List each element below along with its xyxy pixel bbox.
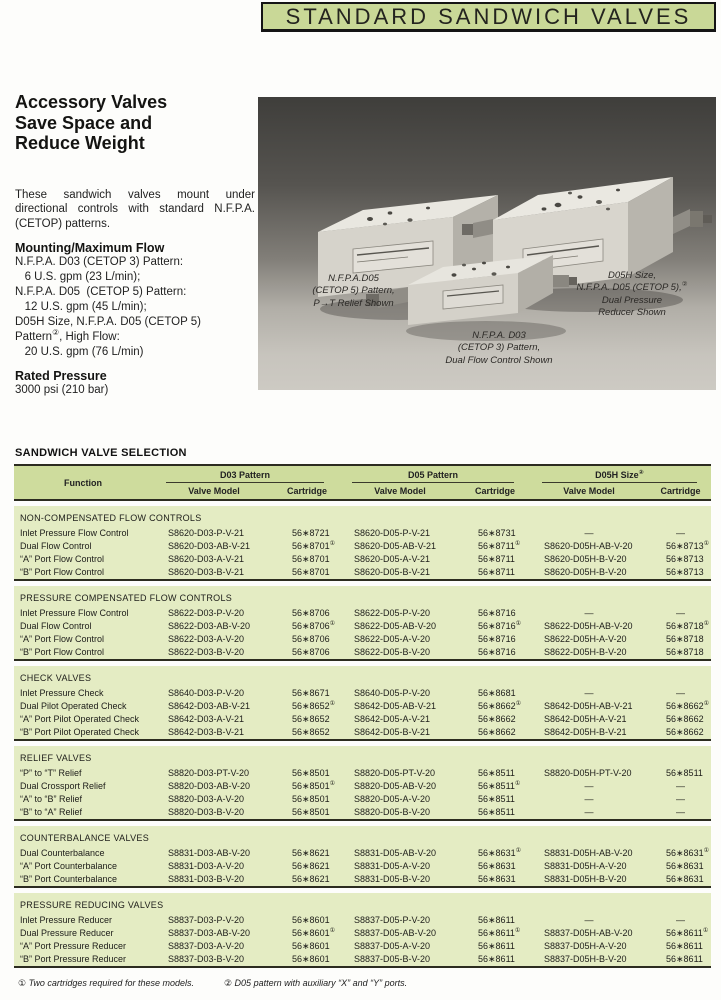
cartridge-cell: 56∗8631 xyxy=(650,860,711,873)
valve-model-cell: S8622-D05H-A-V-20 xyxy=(528,633,650,646)
valve-model-cell: — xyxy=(528,607,650,620)
valve-model-cell: — xyxy=(528,914,650,927)
cartridge-cell: 56∗8731 xyxy=(462,527,528,540)
table-row xyxy=(14,793,711,806)
table-row xyxy=(14,607,711,620)
caption-d05-relief xyxy=(276,273,431,310)
function-cell: Inlet Pressure Reducer xyxy=(14,914,152,927)
cartridge-cell: 56∗8611 xyxy=(462,940,528,953)
column-header-valve-model: Valve Model xyxy=(528,485,650,500)
table-row xyxy=(14,914,711,927)
table-row xyxy=(14,540,711,553)
section-header-row xyxy=(14,893,711,914)
cartridge-cell: 56∗8631 xyxy=(650,873,711,887)
function-cell: Dual Counterbalance xyxy=(14,847,152,860)
rated-pressure-heading: Rated Pressure xyxy=(15,369,107,384)
caption-line: (CETOP 3) Pattern, xyxy=(457,342,541,354)
cartridge-cell: 56∗8511 xyxy=(462,767,528,780)
cartridge-cell: 56∗8662 xyxy=(462,713,528,726)
cartridge-cell: 56∗8621 xyxy=(276,847,338,860)
page-title: STANDARD SANDWICH VALVES xyxy=(285,3,692,29)
cartridge-cell: 56∗8501① xyxy=(276,780,338,793)
cartridge-cell: 56∗8713 xyxy=(650,566,711,580)
valve-model-cell: S8642-D05-B-V-21 xyxy=(338,726,462,740)
valve-model-cell: — xyxy=(528,780,650,793)
valve-model-cell: S8831-D05H-AB-V-20 xyxy=(528,847,650,860)
valve-model-cell: S8642-D05-A-V-21 xyxy=(338,713,462,726)
valve-model-cell: S8831-D03-A-V-20 xyxy=(152,860,276,873)
cartridge-cell: 56∗8501 xyxy=(276,806,338,820)
cartridge-cell: 56∗8701 xyxy=(276,566,338,580)
valve-model-cell: S8622-D05-AB-V-20 xyxy=(338,620,462,633)
caption-line: Dual Pressure xyxy=(601,294,663,306)
cartridge-cell: 56∗8601 xyxy=(276,940,338,953)
section-header-row xyxy=(14,666,711,687)
column-group-d03 xyxy=(152,465,338,485)
footnote-2: ② D05 pattern with auxiliary “X” and “Y” ports. xyxy=(223,978,408,988)
cartridge-cell: 56∗8611① xyxy=(650,927,711,940)
mounting-spec-line: 12 U.S. gpm (45 L/min); xyxy=(15,300,147,313)
intro-heading xyxy=(15,92,255,154)
cartridge-cell: 56∗8631① xyxy=(650,847,711,860)
valve-model-cell: — xyxy=(528,793,650,806)
section-title: RELIEF VALVES xyxy=(14,746,711,767)
group-label-d03: D03 Pattern xyxy=(166,468,324,483)
valve-model-cell: S8622-D05-B-V-20 xyxy=(338,646,462,660)
caption-line: Dual Flow Control Shown xyxy=(445,354,553,366)
cartridge-cell: 56∗8511 xyxy=(462,806,528,820)
valve-model-cell: S8820-D03-A-V-20 xyxy=(152,793,276,806)
column-header-valve-model: Valve Model xyxy=(152,485,276,500)
cartridge-cell: 56∗8511① xyxy=(462,780,528,793)
valve-model-cell: S8831-D05-A-V-20 xyxy=(338,860,462,873)
cartridge-cell: 56∗8611 xyxy=(650,953,711,967)
table-row xyxy=(14,780,711,793)
cartridge-cell: 56∗8662 xyxy=(462,726,528,740)
valve-model-cell: S8837-D03-A-V-20 xyxy=(152,940,276,953)
function-cell: “B” Port Pilot Operated Check xyxy=(14,726,152,740)
cartridge-cell: 56∗8713 xyxy=(650,553,711,566)
group-label-d05: D05 Pattern xyxy=(352,468,514,483)
function-cell: Inlet Pressure Flow Control xyxy=(14,527,152,540)
function-cell: “A” to “B” Relief xyxy=(14,793,152,806)
function-cell: Dual Pressure Reducer xyxy=(14,927,152,940)
valve-model-cell: S8640-D03-P-V-20 xyxy=(152,687,276,700)
cartridge-cell: 56∗8662 xyxy=(650,713,711,726)
selection-table-block xyxy=(14,447,711,989)
caption-line: P→T Relief Shown xyxy=(313,297,394,309)
valve-model-cell: S8831-D05-AB-V-20 xyxy=(338,847,462,860)
intro-heading-line: Accessory Valves xyxy=(15,92,168,112)
cartridge-cell: 56∗8652 xyxy=(276,726,338,740)
valve-model-cell: S8642-D03-A-V-21 xyxy=(152,713,276,726)
cartridge-cell: — xyxy=(650,780,711,793)
cartridge-cell: 56∗8718 xyxy=(650,633,711,646)
table-row xyxy=(14,726,711,740)
cartridge-cell: 56∗8701 xyxy=(276,553,338,566)
table-title: SANDWICH VALVE SELECTION xyxy=(15,447,187,459)
table-row xyxy=(14,700,711,713)
function-cell: “P” to “T” Relief xyxy=(14,767,152,780)
valve-model-cell: S8820-D05-B-V-20 xyxy=(338,806,462,820)
cartridge-cell: 56∗8511 xyxy=(650,767,711,780)
section-header-row xyxy=(14,746,711,767)
valve-model-cell: S8820-D05-PT-V-20 xyxy=(338,767,462,780)
valve-model-cell: S8831-D05H-A-V-20 xyxy=(528,860,650,873)
column-header-function: Function xyxy=(14,465,152,500)
valve-model-cell: S8642-D05H-A-V-21 xyxy=(528,713,650,726)
valve-model-cell: S8622-D03-A-V-20 xyxy=(152,633,276,646)
valve-model-cell: S8622-D03-B-V-20 xyxy=(152,646,276,660)
section-title: COUNTERBALANCE VALVES xyxy=(14,826,711,847)
function-cell: Inlet Pressure Flow Control xyxy=(14,607,152,620)
cartridge-cell: 56∗8601 xyxy=(276,953,338,967)
valve-model-cell: S8642-D05H-AB-V-21 xyxy=(528,700,650,713)
cartridge-cell: 56∗8611 xyxy=(650,940,711,953)
cartridge-cell: 56∗8716① xyxy=(462,620,528,633)
valve-model-cell: S8831-D03-AB-V-20 xyxy=(152,847,276,860)
valve-model-cell: S8820-D03-B-V-20 xyxy=(152,806,276,820)
valve-model-cell: S8820-D05H-PT-V-20 xyxy=(528,767,650,780)
column-header-cartridge: Cartridge xyxy=(276,485,338,500)
cartridge-cell: 56∗8721 xyxy=(276,527,338,540)
valve-model-cell: S8831-D03-B-V-20 xyxy=(152,873,276,887)
function-cell: “A” Port Flow Control xyxy=(14,553,152,566)
table-row xyxy=(14,633,711,646)
valve-model-cell: S8837-D03-AB-V-20 xyxy=(152,927,276,940)
table-row xyxy=(14,553,711,566)
function-cell: Dual Flow Control xyxy=(14,620,152,633)
column-group-d05h xyxy=(528,465,711,485)
caption-line: Reducer Shown xyxy=(598,307,666,319)
cartridge-cell: 56∗8711 xyxy=(462,553,528,566)
cartridge-cell: 56∗8631 xyxy=(462,860,528,873)
valve-model-cell: S8622-D05H-B-V-20 xyxy=(528,646,650,660)
valve-table-body xyxy=(14,500,711,973)
valve-model-cell: S8622-D05H-AB-V-20 xyxy=(528,620,650,633)
valve-model-cell: S8622-D03-P-V-20 xyxy=(152,607,276,620)
cartridge-cell: 56∗8501 xyxy=(276,793,338,806)
cartridge-cell: 56∗8716 xyxy=(462,633,528,646)
intro-paragraph: These sandwich valves mount under directional controls with standard N.F.P.A. (CETOP) patterns. xyxy=(15,188,255,230)
caption-d03-flow-control xyxy=(394,330,604,367)
function-cell: Dual Pilot Operated Check xyxy=(14,700,152,713)
group-label-d05h: D05H Size② xyxy=(542,468,697,483)
valve-model-cell: S8820-D05-A-V-20 xyxy=(338,793,462,806)
valve-model-cell: S8837-D05H-A-V-20 xyxy=(528,940,650,953)
cartridge-cell: 56∗8662 xyxy=(650,726,711,740)
cartridge-cell: 56∗8662① xyxy=(650,700,711,713)
cartridge-cell: 56∗8621 xyxy=(276,873,338,887)
cartridge-cell: 56∗8601 xyxy=(276,914,338,927)
table-row xyxy=(14,806,711,820)
function-cell: Dual Flow Control xyxy=(14,540,152,553)
function-cell: “A” Port Counterbalance xyxy=(14,860,152,873)
function-cell: Dual Crossport Relief xyxy=(14,780,152,793)
valve-model-cell: S8620-D05H-B-V-20 xyxy=(528,553,650,566)
valve-model-cell: S8620-D05-P-V-21 xyxy=(338,527,462,540)
section-title: NON-COMPENSATED FLOW CONTROLS xyxy=(14,506,711,527)
cartridge-cell: 56∗8652① xyxy=(276,700,338,713)
table-row xyxy=(14,527,711,540)
table-row xyxy=(14,860,711,873)
cartridge-cell: 56∗8611① xyxy=(462,927,528,940)
mounting-spec-line: Pattern②, High Flow: xyxy=(15,328,120,344)
function-cell: “B” Port Flow Control xyxy=(14,566,152,580)
mounting-spec-line: 20 U.S. gpm (76 L/min) xyxy=(15,346,144,359)
cartridge-cell: 56∗8713① xyxy=(650,540,711,553)
valve-model-cell: S8837-D05-AB-V-20 xyxy=(338,927,462,940)
intro-heading-line: Reduce Weight xyxy=(15,133,145,154)
function-cell: “B” Port Flow Control xyxy=(14,646,152,660)
function-cell: “B” Port Counterbalance xyxy=(14,873,152,887)
cartridge-cell: — xyxy=(650,806,711,820)
valve-model-cell: S8622-D05-P-V-20 xyxy=(338,607,462,620)
valve-model-cell: S8620-D03-AB-V-21 xyxy=(152,540,276,553)
function-cell: Inlet Pressure Check xyxy=(14,687,152,700)
cartridge-cell: 56∗8711① xyxy=(462,540,528,553)
caption-d05h-reducer xyxy=(548,270,716,319)
valve-model-cell: S8620-D03-B-V-21 xyxy=(152,566,276,580)
product-photo xyxy=(258,97,716,390)
valve-model-cell: S8620-D05-A-V-21 xyxy=(338,553,462,566)
valve-model-cell: S8820-D03-PT-V-20 xyxy=(152,767,276,780)
footnotes xyxy=(14,978,711,989)
intro-heading-line: Save Space and xyxy=(15,112,153,133)
table-row xyxy=(14,873,711,887)
cartridge-cell: — xyxy=(650,793,711,806)
cartridge-cell: 56∗8621 xyxy=(276,860,338,873)
footnote-1: ① Two cartridges required for these models. xyxy=(18,978,194,988)
intro-column xyxy=(15,92,255,399)
cartridge-cell: 56∗8718① xyxy=(650,620,711,633)
cartridge-cell: 56∗8662① xyxy=(462,700,528,713)
function-cell: “B” to “A” Relief xyxy=(14,806,152,820)
mounting-spec-line: N.F.P.A. D05 (CETOP 5) Pattern: xyxy=(15,285,187,298)
cartridge-cell: 56∗8652 xyxy=(276,713,338,726)
valve-model-cell: S8642-D05-AB-V-21 xyxy=(338,700,462,713)
cartridge-cell: 56∗8511 xyxy=(462,793,528,806)
column-header-cartridge: Cartridge xyxy=(462,485,528,500)
valve-model-cell: S8620-D05H-B-V-20 xyxy=(528,566,650,580)
valve-model-cell: S8837-D05-A-V-20 xyxy=(338,940,462,953)
section-header-row xyxy=(14,586,711,607)
valve-model-cell: S8620-D05-AB-V-21 xyxy=(338,540,462,553)
cartridge-cell: 56∗8611 xyxy=(462,953,528,967)
column-group-d05 xyxy=(338,465,528,485)
valve-model-cell: S8831-D05H-B-V-20 xyxy=(528,873,650,887)
function-cell: “A” Port Pressure Reducer xyxy=(14,940,152,953)
caption-line: D05H Size, xyxy=(607,270,657,281)
valve-model-cell: S8837-D03-B-V-20 xyxy=(152,953,276,967)
cartridge-cell: 56∗8716 xyxy=(462,646,528,660)
cartridge-cell: 56∗8611 xyxy=(462,914,528,927)
valve-model-cell: — xyxy=(528,687,650,700)
caption-line: N.F.P.A. D03 xyxy=(472,330,526,341)
valve-model-cell: S8642-D03-B-V-21 xyxy=(152,726,276,740)
valve-model-cell: S8622-D03-AB-V-20 xyxy=(152,620,276,633)
table-row xyxy=(14,927,711,940)
cartridge-cell: — xyxy=(650,527,711,540)
section-title: PRESSURE COMPENSATED FLOW CONTROLS xyxy=(14,586,711,607)
valve-model-cell: S8620-D05H-AB-V-20 xyxy=(528,540,650,553)
cartridge-cell: 56∗8706 xyxy=(276,646,338,660)
cartridge-cell: 56∗8631 xyxy=(462,873,528,887)
mounting-spec-line: 6 U.S. gpm (23 L/min); xyxy=(15,270,141,283)
valve-model-cell: — xyxy=(528,527,650,540)
table-row xyxy=(14,713,711,726)
valve-model-cell: S8837-D05H-B-V-20 xyxy=(528,953,650,967)
valve-model-cell: S8837-D03-P-V-20 xyxy=(152,914,276,927)
section-divider xyxy=(14,967,711,973)
valve-model-cell: S8820-D05-AB-V-20 xyxy=(338,780,462,793)
section-title: CHECK VALVES xyxy=(14,666,711,687)
column-header-valve-model: Valve Model xyxy=(338,485,462,500)
cartridge-cell: 56∗8631① xyxy=(462,847,528,860)
valve-model-cell: S8837-D05-P-V-20 xyxy=(338,914,462,927)
table-row xyxy=(14,940,711,953)
cartridge-cell: — xyxy=(650,607,711,620)
valve-model-cell: S8642-D05H-B-V-21 xyxy=(528,726,650,740)
function-cell: “A” Port Flow Control xyxy=(14,633,152,646)
cartridge-cell: 56∗8601① xyxy=(276,927,338,940)
column-header-cartridge: Cartridge xyxy=(650,485,711,500)
valve-model-cell: S8642-D03-AB-V-21 xyxy=(152,700,276,713)
valve-model-cell: S8620-D05-B-V-21 xyxy=(338,566,462,580)
sandwich-valve-table xyxy=(14,464,711,973)
mounting-spec-line: D05H Size, N.F.P.A. D05 (CETOP 5) xyxy=(15,315,201,328)
cartridge-cell: — xyxy=(650,914,711,927)
mounting-spec-line: N.F.P.A. D03 (CETOP 3) Pattern: xyxy=(15,255,184,268)
caption-line: (CETOP 5) Pattern, xyxy=(312,285,395,297)
cartridge-cell: 56∗8501 xyxy=(276,767,338,780)
function-cell: “B” Port Pressure Reducer xyxy=(14,953,152,967)
table-row xyxy=(14,646,711,660)
valve-model-cell: S8620-D03-A-V-21 xyxy=(152,553,276,566)
valve-model-cell: S8837-D05-B-V-20 xyxy=(338,953,462,967)
cartridge-cell: 56∗8671 xyxy=(276,687,338,700)
valve-model-cell: S8837-D05H-AB-V-20 xyxy=(528,927,650,940)
table-row xyxy=(14,767,711,780)
valve-model-cell: S8831-D05-B-V-20 xyxy=(338,873,462,887)
page-banner xyxy=(261,2,716,32)
caption-line: N.F.P.A. D05 (CETOP 5),② xyxy=(576,281,688,294)
section-title: PRESSURE REDUCING VALVES xyxy=(14,893,711,914)
function-cell: “A” Port Pilot Operated Check xyxy=(14,713,152,726)
valve-model-cell: S8820-D03-AB-V-20 xyxy=(152,780,276,793)
table-row xyxy=(14,687,711,700)
caption-line: N.F.P.A.D05 xyxy=(328,273,379,284)
cartridge-cell: 56∗8706 xyxy=(276,607,338,620)
mounting-heading: Mounting/Maximum Flow xyxy=(15,240,165,255)
valve-model-cell: S8620-D03-P-V-21 xyxy=(152,527,276,540)
table-row xyxy=(14,620,711,633)
valve-model-cell: — xyxy=(528,806,650,820)
cartridge-cell: 56∗8681 xyxy=(462,687,528,700)
section-header-row xyxy=(14,826,711,847)
cartridge-cell: 56∗8706 xyxy=(276,633,338,646)
cartridge-cell: — xyxy=(650,687,711,700)
table-row xyxy=(14,566,711,580)
rated-pressure-value: 3000 psi (210 bar) xyxy=(15,384,109,397)
cartridge-cell: 56∗8701① xyxy=(276,540,338,553)
cartridge-cell: 56∗8711 xyxy=(462,566,528,580)
mounting-spec-lines xyxy=(15,255,255,360)
valve-model-cell: S8622-D05-A-V-20 xyxy=(338,633,462,646)
section-header-row xyxy=(14,506,711,527)
table-row xyxy=(14,953,711,967)
table-row xyxy=(14,847,711,860)
cartridge-cell: 56∗8716 xyxy=(462,607,528,620)
cartridge-cell: 56∗8706① xyxy=(276,620,338,633)
cartridge-cell: 56∗8718 xyxy=(650,646,711,660)
valve-model-cell: S8640-D05-P-V-20 xyxy=(338,687,462,700)
